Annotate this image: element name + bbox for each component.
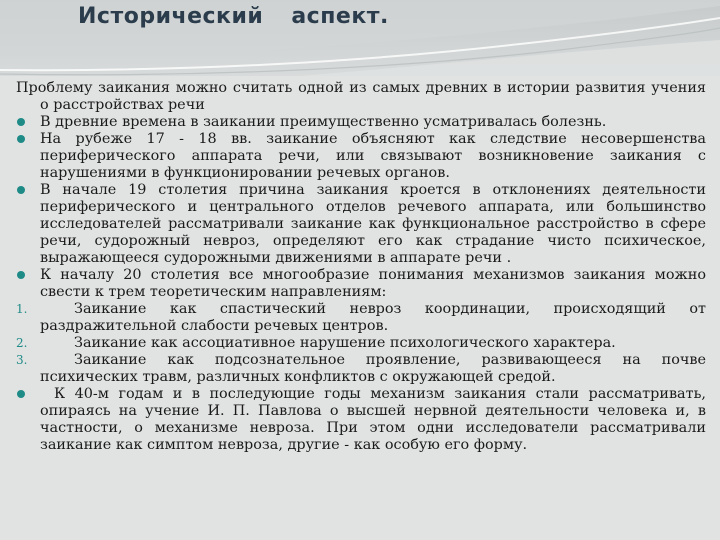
title-word-2: аспект. [291, 4, 389, 29]
list-item-text: К 40-м годам и в последующие годы механизм заикания стали рассматривать, опираясь на учение И. П. Павлова о высшей нервной деятельности человека и, в частности, о механизме невроза. При этом одни исследователи рассматривали заикание как симптом невроза, другие - как особую его форму. [40, 386, 706, 453]
list-item-text: К началу 20 столетия все многообразие понимания механизмов заикания можно свести к трем теоретическим направлениям: [40, 267, 706, 300]
numbered-item-text: Заикание как подсознательное проявление, развивающееся на почве психических травм, различных конфликтов с окружающей средой. [40, 352, 706, 385]
numbered-item-text: Заикание как ассоциативное нарушение психологического характера. [74, 335, 616, 351]
bullet-dot-icon [17, 186, 25, 194]
slide-body [16, 80, 706, 454]
list-item-text: В начале 19 столетия причина заикания кроется в отклонениях деятельности периферического и центрального отделов речевого аппарата, или большинство исследователей рассматривали заикание как функциональное расстройство в сфере речи, судорожный невроз, определяют его как страдание чисто психическое, выражающееся судорожными движениями в аппарате речи . [40, 182, 706, 266]
slide-title [78, 4, 389, 29]
title-banner [0, 0, 720, 76]
intro-paragraph: Проблему заикания можно считать одной из самых древних в истории развития учения о расстройствах речи [16, 80, 706, 113]
item-number: 2. [16, 336, 28, 350]
bullet-dot-icon [17, 135, 25, 143]
list-item [16, 114, 706, 131]
item-number: 1. [16, 302, 28, 316]
list-item-text: В древние времена в заикании преимущественно усматривалась болезнь. [40, 114, 607, 130]
list-item [16, 182, 706, 267]
bullet-dot-icon [17, 390, 25, 398]
bullet-dot-icon [17, 271, 25, 279]
list-item [16, 267, 706, 301]
item-number: 3. [16, 353, 28, 367]
numbered-item [16, 301, 706, 335]
list-item [16, 386, 706, 454]
numbered-item [16, 335, 706, 352]
list-item-text: На рубеже 17 - 18 вв. заикание объясняют как следствие несовершенства периферического аппарата речи, или связывают возникновение заикания с нарушениями в функционировании речевых органов. [40, 131, 706, 181]
numbered-item-text: Заикание как спастический невроз координации, происходящий от раздражительной слабости речевых центров. [40, 301, 706, 334]
title-word-1: Исторический [78, 4, 264, 29]
list-item [16, 131, 706, 182]
numbered-item [16, 352, 706, 386]
bullet-dot-icon [17, 118, 25, 126]
